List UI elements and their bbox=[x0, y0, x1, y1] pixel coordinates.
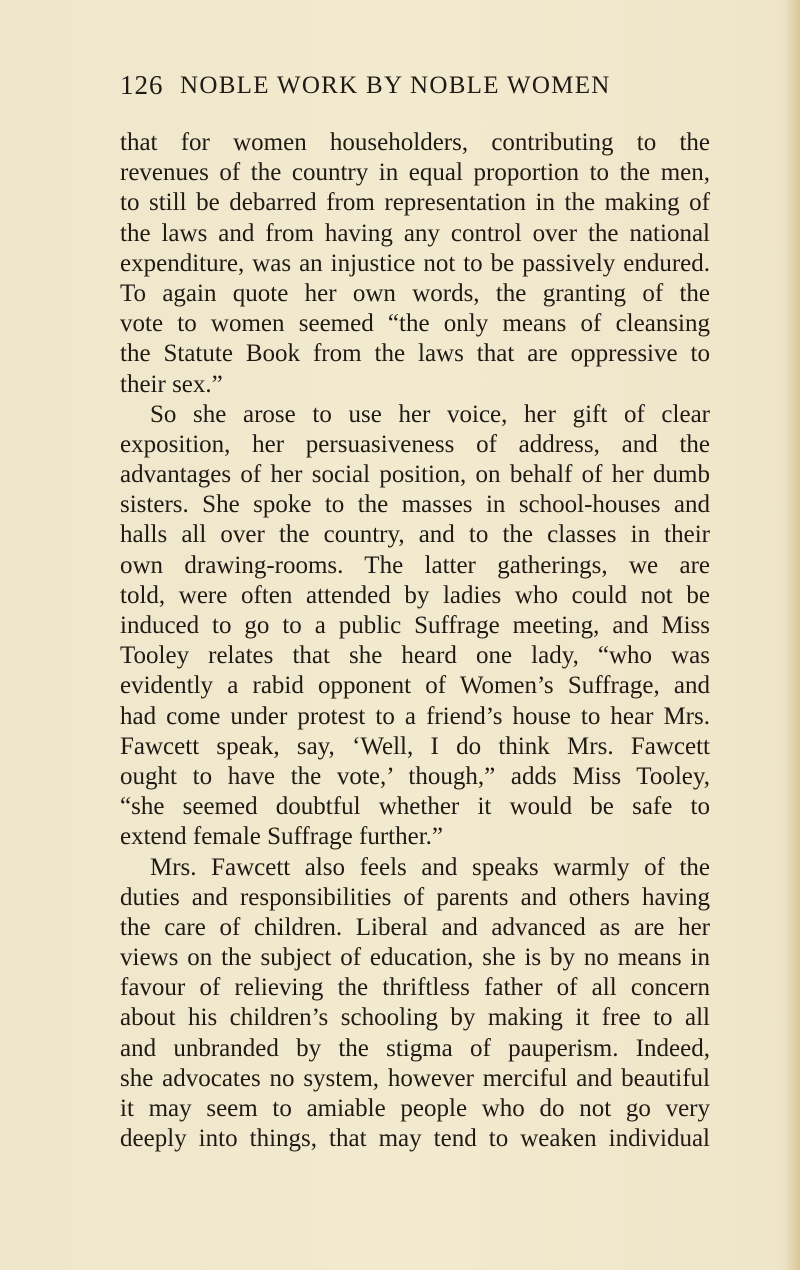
text-line-paragraph-start: Mrs. Fawcett also feels and speaks warmly of the bbox=[150, 853, 710, 881]
text-line: favour of relieving the thriftless father of all concern bbox=[120, 974, 710, 1002]
text-line: and unbranded by the stigma of pauperism. Indeed, bbox=[120, 1034, 710, 1062]
text-line-paragraph-end: extend female Suffrage further.” bbox=[120, 823, 443, 851]
text-line: the Statute Book from the laws that are oppressive to bbox=[120, 340, 710, 368]
text-line: advantages of her social position, on behalf of her dumb bbox=[120, 461, 710, 489]
text-line: views on the subject of education, she is by no means in bbox=[120, 944, 710, 972]
text-line: had come under protest to a friend’s house to hear Mrs. bbox=[120, 702, 710, 730]
text-line: Fawcett speak, say, ‘Well, I do think Mrs. Fawcett bbox=[120, 732, 710, 760]
text-line: vote to women seemed “the only means of cleansing bbox=[120, 310, 710, 338]
running-head bbox=[120, 70, 720, 110]
text-line: it may seem to amiable people who do not go very bbox=[120, 1095, 710, 1122]
text-line: “she seemed doubtful whether it would be safe to bbox=[120, 793, 710, 821]
text-line: about his children’s schooling by making it free to all bbox=[120, 1004, 710, 1032]
text-line: revenues of the country in equal proportion to the men, bbox=[120, 159, 710, 187]
text-line: To again quote her own words, the granting of the bbox=[120, 279, 710, 307]
text-line: told, were often attended by ladies who could not be bbox=[120, 581, 710, 609]
text-line: halls all over the country, and to the classes in their bbox=[120, 521, 710, 549]
text-line: that for women householders, contributing to the bbox=[120, 129, 710, 156]
text-line: ought to have the vote,’ though,” adds Miss Tooley, bbox=[120, 762, 710, 790]
text-line: induced to go to a public Suffrage meeting, and Miss bbox=[120, 612, 710, 639]
body-text bbox=[120, 128, 710, 1154]
text-line: evidently a rabid opponent of Women’s Suffrage, and bbox=[120, 672, 710, 700]
text-line: Tooley relates that she heard one lady, “who was bbox=[120, 642, 710, 670]
text-line: exposition, her persuasiveness of address, and the bbox=[120, 430, 710, 458]
text-line: the care of children. Liberal and advanced as are her bbox=[120, 913, 710, 941]
text-line: own drawing-rooms. The latter gatherings, we are bbox=[120, 551, 710, 579]
text-line: sisters. She spoke to the masses in school-houses and bbox=[120, 491, 710, 519]
text-line-paragraph-start: So she arose to use her voice, her gift of clear bbox=[150, 400, 710, 428]
text-line: she advocates no system, however merciful and beautiful bbox=[120, 1064, 710, 1092]
text-line: duties and responsibilities of parents and others having bbox=[120, 883, 710, 911]
running-title: NOBLE WORK BY NOBLE WOMEN bbox=[180, 72, 611, 99]
text-line: the laws and from having any control over the national bbox=[120, 219, 710, 247]
text-line: deeply into things, that may tend to weaken individual bbox=[120, 1125, 710, 1153]
text-line: expenditure, was an injustice not to be passively endured. bbox=[120, 249, 710, 277]
page-edge-shadow bbox=[786, 0, 800, 1270]
page-number: 126 bbox=[120, 70, 164, 100]
text-line-paragraph-end: their sex.” bbox=[120, 370, 223, 398]
text-line: to still be debarred from representation in the making of bbox=[120, 189, 710, 217]
